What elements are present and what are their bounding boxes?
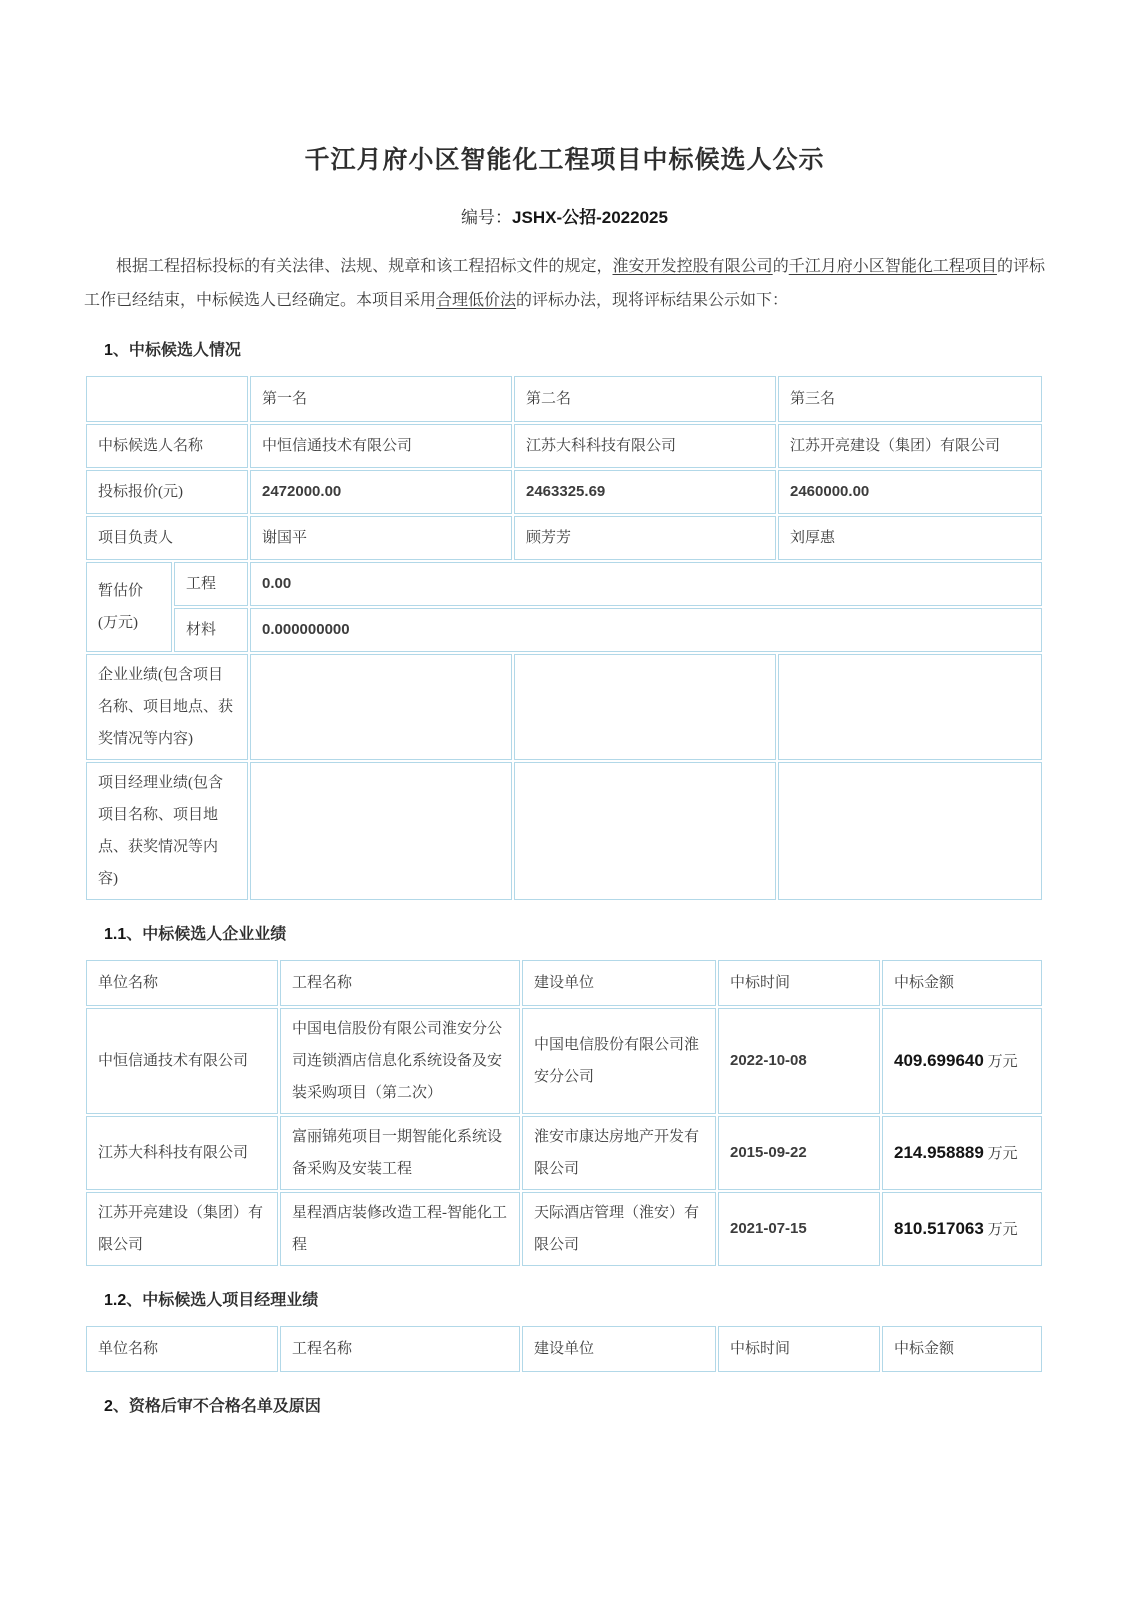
intro-underline-tenderer: 淮安开发控股有限公司	[612, 258, 773, 275]
intro-paragraph	[84, 250, 1045, 318]
enterprise-table-header-row	[86, 960, 1042, 1006]
row-label-bid-price: 投标报价(元)	[86, 470, 248, 514]
column-header-company: 单位名称	[86, 960, 278, 1006]
column-header-project: 工程名称	[280, 1326, 520, 1372]
enterprise-performance-3	[778, 654, 1042, 760]
manager-performance-1	[250, 762, 512, 900]
enterprise-table-row-2	[86, 1116, 1042, 1190]
column-header-owner: 建设单位	[522, 1326, 716, 1372]
section-1-1-title: 、中标候选人企业业绩	[126, 926, 287, 943]
section-2-number: 2	[104, 1398, 113, 1415]
project-manager-row	[86, 516, 1042, 560]
candidate-3-price: 2460000.00	[778, 470, 1042, 514]
candidate-1-name: 中恒信通技术有限公司	[250, 424, 512, 468]
row-3-date: 2021-07-15	[718, 1192, 880, 1266]
row-2-amount	[882, 1116, 1042, 1190]
section-1-2-heading	[104, 1290, 1045, 1312]
column-header-owner: 建设单位	[522, 960, 716, 1006]
row-1-date: 2022-10-08	[718, 1008, 880, 1114]
row-2-project: 富丽锦苑项目一期智能化系统设备采购及安装工程	[280, 1116, 520, 1190]
section-1-2-title: 、中标候选人项目经理业绩	[126, 1292, 319, 1309]
doc-number-label: 编号：	[461, 208, 513, 227]
section-1-heading	[104, 340, 1045, 362]
estimate-sub-label-material: 材料	[174, 608, 248, 652]
enterprise-performance-2	[514, 654, 776, 760]
rank-3-header: 第三名	[778, 376, 1042, 422]
enterprise-table-row-3	[86, 1192, 1042, 1266]
row-label-project-manager: 项目负责人	[86, 516, 248, 560]
manager-performance-2	[514, 762, 776, 900]
intro-underline-project: 千江月府小区智能化工程项目	[788, 258, 997, 275]
column-header-project: 工程名称	[280, 960, 520, 1006]
row-2-owner: 淮安市康达房地产开发有限公司	[522, 1116, 716, 1190]
column-header-amount: 中标金额	[882, 1326, 1042, 1372]
section-2-title: 、资格后审不合格名单及原因	[112, 1398, 321, 1415]
estimate-project-row	[86, 562, 1042, 606]
candidate-1-price: 2472000.00	[250, 470, 512, 514]
enterprise-table-row-1	[86, 1008, 1042, 1114]
section-1-1-heading	[104, 924, 1045, 946]
row-1-amount	[882, 1008, 1042, 1114]
manager-performance-row	[86, 762, 1042, 900]
column-header-amount: 中标金额	[882, 960, 1042, 1006]
row-3-project: 星程酒店装修改造工程-智能化工程	[280, 1192, 520, 1266]
row-label-candidate-name: 中标候选人名称	[86, 424, 248, 468]
row-3-amount-unit: 万元	[987, 1221, 1018, 1238]
manager-performance-3	[778, 762, 1042, 900]
section-1-number: 1	[104, 342, 113, 359]
section-1-2-number: 1.2	[104, 1292, 127, 1309]
row-2-amount-value: 214.958889	[894, 1142, 984, 1162]
row-1-amount-unit: 万元	[987, 1053, 1018, 1070]
section-2-heading	[104, 1396, 1045, 1418]
doc-number	[84, 206, 1045, 230]
manager-performance-table	[84, 1324, 1044, 1374]
row-1-owner: 中国电信股份有限公司淮安分公司	[522, 1008, 716, 1114]
section-1-title: 、中标候选人情况	[112, 342, 241, 359]
intro-text-1: 根据工程招标投标的有关法律、法规、规章和该工程招标文件的规定，	[116, 258, 613, 275]
estimate-sub-label-project: 工程	[174, 562, 248, 606]
doc-number-value: JSHX-公招-2022025	[512, 208, 668, 227]
row-1-amount-value: 409.699640	[894, 1050, 984, 1070]
candidates-header-row	[86, 376, 1042, 422]
candidate-1-manager: 谢国平	[250, 516, 512, 560]
blank-corner-cell	[86, 376, 248, 422]
intro-text-4: 的评标办法，现将评标结果公示如下：	[516, 292, 789, 309]
row-2-date: 2015-09-22	[718, 1116, 880, 1190]
row-2-company: 江苏大科科技有限公司	[86, 1116, 278, 1190]
row-label-manager-performance: 项目经理业绩(包含项目名称、项目地点、获奖情况等内容)	[86, 762, 248, 900]
enterprise-performance-1	[250, 654, 512, 760]
row-3-company: 江苏开亮建设（集团）有限公司	[86, 1192, 278, 1266]
rank-2-header: 第二名	[514, 376, 776, 422]
row-3-owner: 天际酒店管理（淮安）有限公司	[522, 1192, 716, 1266]
section-1-1-number: 1.1	[104, 926, 127, 943]
row-3-amount	[882, 1192, 1042, 1266]
candidate-2-name: 江苏大科科技有限公司	[514, 424, 776, 468]
manager-table-header-row	[86, 1326, 1042, 1372]
enterprise-performance-table	[84, 958, 1044, 1268]
estimate-material-row	[86, 608, 1042, 652]
bid-price-row	[86, 470, 1042, 514]
row-2-amount-unit: 万元	[987, 1145, 1018, 1162]
column-header-date: 中标时间	[718, 960, 880, 1006]
intro-text-3: 的评标工作已经结束，中标候选人已经确定。本项目采用	[84, 258, 1045, 309]
row-3-amount-value: 810.517063	[894, 1218, 984, 1238]
intro-underline-method: 合理低价法	[436, 292, 517, 309]
page-title: 千江月府小区智能化工程项目中标候选人公示	[304, 147, 825, 174]
row-label-estimate: 暂估价 (万元)	[86, 562, 172, 652]
column-header-date: 中标时间	[718, 1326, 880, 1372]
candidate-2-price: 2463325.69	[514, 470, 776, 514]
candidate-3-name: 江苏开亮建设（集团）有限公司	[778, 424, 1042, 468]
estimate-project-value: 0.00	[250, 562, 1042, 606]
rank-1-header: 第一名	[250, 376, 512, 422]
intro-text-2: 的	[772, 258, 789, 275]
row-label-enterprise-performance: 企业业绩(包含项目名称、项目地点、获奖情况等内容)	[86, 654, 248, 760]
row-1-project: 中国电信股份有限公司淮安分公司连锁酒店信息化系统设备及安装采购项目（第二次）	[280, 1008, 520, 1114]
column-header-company: 单位名称	[86, 1326, 278, 1372]
row-1-company: 中恒信通技术有限公司	[86, 1008, 278, 1114]
candidate-2-manager: 顾芳芳	[514, 516, 776, 560]
estimate-material-value: 0.000000000	[250, 608, 1042, 652]
candidates-table	[84, 374, 1044, 902]
candidate-3-manager: 刘厚惠	[778, 516, 1042, 560]
candidate-name-row	[86, 424, 1042, 468]
enterprise-performance-row	[86, 654, 1042, 760]
